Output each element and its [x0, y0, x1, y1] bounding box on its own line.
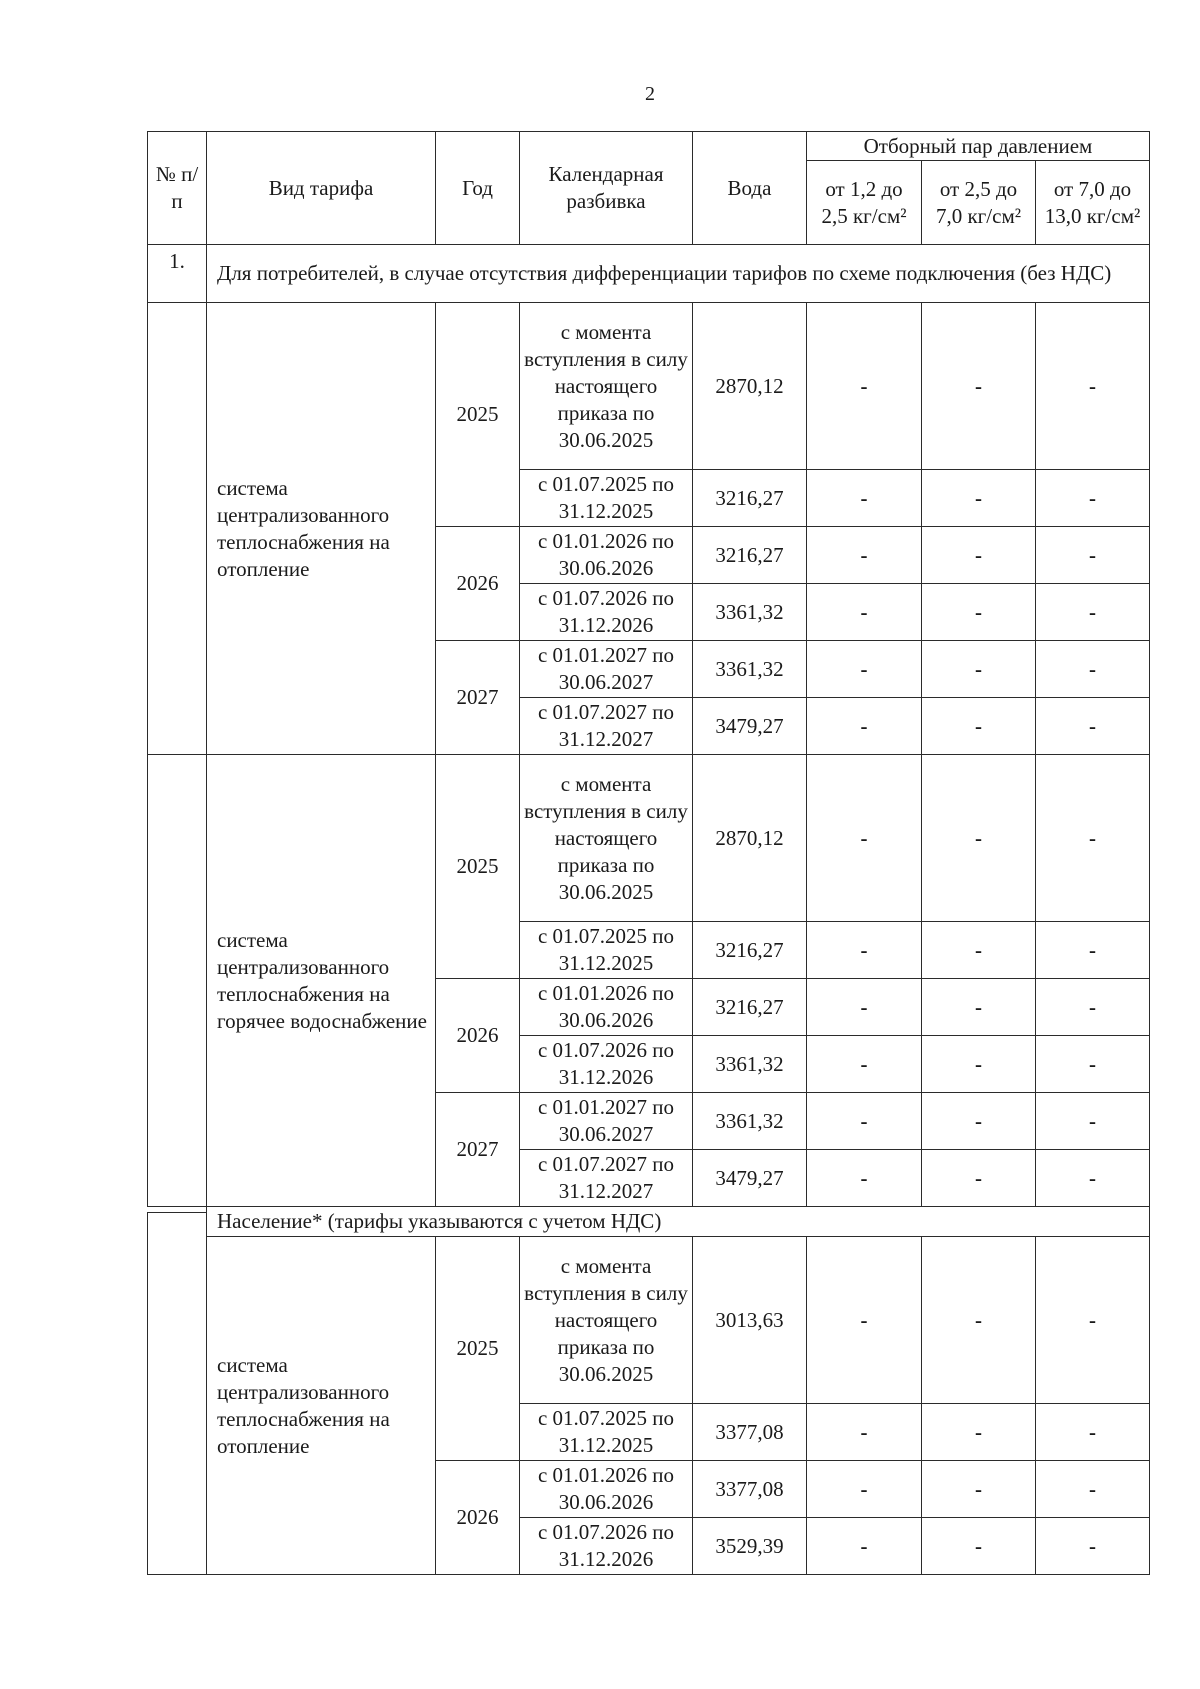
pressure-1-value-text: -: [860, 713, 868, 738]
pressure-1-value: [806, 697, 922, 755]
pressure-2-value: [921, 1403, 1036, 1461]
header-pressure-2: [921, 160, 1036, 245]
period-cell-text: с 01.07.2026 по 31.12.2026: [537, 586, 675, 637]
pressure-3-value: [1035, 978, 1150, 1036]
pressure-2-value-text: -: [975, 485, 982, 510]
pressure-3-value-text: -: [1089, 485, 1096, 510]
pressure-3-value-text: -: [1089, 1307, 1096, 1332]
pressure-1-value: [806, 754, 922, 922]
year-cell-text: 2027: [456, 685, 499, 709]
period-cell: [519, 1092, 693, 1150]
pressure-1-value: [806, 1035, 922, 1093]
water-value-text: 3361,32: [715, 656, 784, 681]
pressure-1-value: [806, 921, 922, 979]
period-cell-text: с 01.01.2026 по 30.06.2026: [537, 529, 675, 580]
header-tariff-type: [206, 131, 436, 245]
year-cell: [435, 754, 520, 979]
pressure-1-value-text: -: [860, 1165, 868, 1190]
number-cell-empty: [147, 754, 207, 1207]
pressure-2-value: [921, 1035, 1036, 1093]
pressure-2-value: [921, 697, 1036, 755]
period-cell: [519, 978, 693, 1036]
year-cell: [435, 302, 520, 527]
tariff-type-cell: [206, 1236, 436, 1575]
pressure-1-value-text: -: [860, 937, 868, 962]
pressure-1-value-text: -: [860, 1307, 868, 1332]
number-cell-empty: [147, 1212, 207, 1575]
header-water: [692, 131, 807, 245]
pressure-1-value: [806, 1460, 922, 1518]
water-value-text: 3216,27: [715, 994, 784, 1019]
period-cell: [519, 469, 693, 527]
pressure-2-value-text: -: [975, 994, 982, 1019]
pressure-2-value: [921, 1149, 1036, 1207]
pressure-2-value-text: -: [975, 825, 982, 850]
pressure-2-value: [921, 302, 1036, 470]
pressure-1-value-text: -: [860, 542, 868, 567]
water-value-text: 3361,32: [715, 599, 784, 624]
pressure-2-value: [921, 1236, 1036, 1404]
header-calendar: [519, 131, 693, 245]
header-pressure-2-text: от 2,5 до 7,0 кг/см²: [935, 176, 1022, 228]
pressure-2-value: [921, 921, 1036, 979]
pressure-1-value-text: -: [860, 656, 868, 681]
pressure-3-value: [1035, 1460, 1150, 1518]
header-year: [435, 131, 520, 245]
pressure-1-value-text: -: [860, 1108, 868, 1133]
pressure-2-value-text: -: [975, 1051, 982, 1076]
pressure-3-value-text: -: [1089, 1165, 1096, 1190]
period-cell-text: с 01.07.2025 по 31.12.2025: [537, 1406, 675, 1457]
pressure-2-value: [921, 1517, 1036, 1575]
pressure-2-value-text: -: [975, 1108, 982, 1133]
year-cell: [435, 640, 520, 755]
pressure-3-value-text: -: [1089, 542, 1096, 567]
pressure-3-value-text: -: [1089, 1476, 1096, 1501]
pressure-3-value: [1035, 302, 1150, 470]
pressure-1-value: [806, 640, 922, 698]
water-value: [692, 754, 807, 922]
pressure-3-value-text: -: [1089, 713, 1096, 738]
pressure-3-value-text: -: [1089, 1108, 1096, 1133]
water-value-text: 3013,63: [715, 1307, 784, 1332]
period-cell: [519, 697, 693, 755]
water-value-text: 2870,12: [715, 825, 784, 850]
period-cell-text: с 01.01.2027 по 30.06.2027: [537, 643, 675, 694]
section-title: [206, 244, 1150, 303]
pressure-3-value-text: -: [1089, 1051, 1096, 1076]
pressure-1-value: [806, 302, 922, 470]
pressure-3-value-text: -: [1089, 373, 1096, 398]
header-selected-steam-text: Отборный пар давлением: [863, 133, 1093, 158]
pressure-3-value: [1035, 754, 1150, 922]
water-value: [692, 640, 807, 698]
pressure-3-value: [1035, 526, 1150, 584]
pressure-3-value-text: -: [1089, 937, 1096, 962]
period-cell-text: с момента вступления в силу настоящего приказа по 30.06.2025: [524, 1253, 688, 1386]
section-number: [147, 244, 207, 303]
water-value: [692, 583, 807, 641]
water-value-text: 3377,08: [715, 1419, 784, 1444]
pressure-1-value-text: -: [860, 485, 868, 510]
header-pressure-1: [806, 160, 922, 245]
header-number: [147, 131, 207, 245]
pressure-3-value-text: -: [1089, 656, 1096, 681]
pressure-2-value: [921, 754, 1036, 922]
page-number: 2: [645, 83, 655, 105]
year-cell-text: 2027: [456, 1137, 499, 1161]
period-cell-text: с 01.07.2026 по 31.12.2026: [537, 1520, 675, 1571]
period-cell-text: с 01.07.2027 по 31.12.2027: [537, 1152, 675, 1203]
period-cell-text: с 01.07.2025 по 31.12.2025: [537, 472, 675, 523]
water-value: [692, 1149, 807, 1207]
pressure-3-value: [1035, 1517, 1150, 1575]
header-water-text: Вода: [727, 175, 772, 200]
pressure-2-value: [921, 1092, 1036, 1150]
pressure-3-value: [1035, 1236, 1150, 1404]
pressure-2-value-text: -: [975, 1165, 982, 1190]
period-cell-text: с 01.07.2027 по 31.12.2027: [537, 700, 675, 751]
period-cell: [519, 1403, 693, 1461]
year-cell-text: 2026: [456, 1023, 499, 1047]
pressure-2-value-text: -: [975, 1419, 982, 1444]
pressure-3-value: [1035, 697, 1150, 755]
pressure-3-value-text: -: [1089, 825, 1096, 850]
period-cell: [519, 1517, 693, 1575]
pressure-1-value-text: -: [860, 1419, 868, 1444]
water-value: [692, 526, 807, 584]
year-cell: [435, 1236, 520, 1461]
pressure-1-value-text: -: [860, 994, 868, 1019]
pressure-1-value-text: -: [860, 825, 868, 850]
period-cell: [519, 1460, 693, 1518]
period-cell: [519, 1149, 693, 1207]
section-number-text: 1.: [169, 249, 185, 273]
pressure-3-value-text: -: [1089, 599, 1096, 624]
water-value-text: 3529,39: [715, 1533, 784, 1558]
year-cell-text: 2026: [456, 571, 499, 595]
water-value-text: 3361,32: [715, 1051, 784, 1076]
header-calendar-text: Календарная разбивка: [548, 162, 664, 213]
pressure-1-value: [806, 978, 922, 1036]
pressure-1-value: [806, 526, 922, 584]
pressure-1-value: [806, 1236, 922, 1404]
pressure-3-value: [1035, 583, 1150, 641]
pressure-2-value: [921, 469, 1036, 527]
pressure-3-value: [1035, 469, 1150, 527]
tariff-type-cell: [206, 302, 436, 755]
tariff-type-cell-text: система централизованного теплоснабжения на горячее водоснабжение: [217, 927, 427, 1033]
period-cell: [519, 1236, 693, 1404]
water-value-text: 3216,27: [715, 542, 784, 567]
pressure-1-value-text: -: [860, 1051, 868, 1076]
period-cell-text: с 01.01.2026 по 30.06.2026: [537, 1463, 675, 1514]
water-value: [692, 469, 807, 527]
tariff-type-cell-text: система централизованного теплоснабжения на отопление: [217, 475, 390, 581]
period-cell: [519, 1035, 693, 1093]
pressure-1-value: [806, 1092, 922, 1150]
pressure-2-value: [921, 526, 1036, 584]
period-cell-text: с 01.01.2026 по 30.06.2026: [537, 981, 675, 1032]
header-year-text: Год: [462, 175, 493, 200]
pressure-2-value-text: -: [975, 713, 982, 738]
header-pressure-3-text: от 7,0 до 13,0 кг/см²: [1044, 176, 1141, 228]
pressure-2-value: [921, 1460, 1036, 1518]
pressure-3-value-text: -: [1089, 1533, 1096, 1558]
water-value: [692, 1403, 807, 1461]
pressure-1-value: [806, 469, 922, 527]
pressure-2-value-text: -: [975, 1533, 982, 1558]
water-value: [692, 978, 807, 1036]
year-cell-text: 2025: [456, 1336, 499, 1360]
section-title-text: Для потребителей, в случае отсутствия дифференциации тарифов по схеме подключения (без НДС): [217, 261, 1112, 285]
pressure-2-value: [921, 978, 1036, 1036]
period-cell-text: с 01.07.2026 по 31.12.2026: [537, 1038, 675, 1089]
pressure-1-value-text: -: [860, 1533, 868, 1558]
period-cell-text: с 01.01.2027 по 30.06.2027: [537, 1095, 675, 1146]
pressure-3-value: [1035, 1403, 1150, 1461]
water-value: [692, 1460, 807, 1518]
header-tariff-type-text: Вид тарифа: [268, 175, 374, 200]
pressure-2-value-text: -: [975, 937, 982, 962]
pressure-3-value: [1035, 1092, 1150, 1150]
pressure-3-value-text: -: [1089, 1419, 1096, 1444]
water-value-text: 3361,32: [715, 1108, 784, 1133]
pressure-2-value-text: -: [975, 542, 982, 567]
pressure-1-value-text: -: [860, 599, 868, 624]
pressure-3-value: [1035, 1149, 1150, 1207]
period-cell: [519, 754, 693, 922]
period-cell-text: с момента вступления в силу настоящего приказа по 30.06.2025: [524, 319, 688, 452]
pressure-2-value-text: -: [975, 1307, 982, 1332]
header-selected-steam: [806, 131, 1150, 161]
water-value-text: 3216,27: [715, 937, 784, 962]
pressure-1-value-text: -: [860, 373, 868, 398]
pressure-2-value: [921, 640, 1036, 698]
pressure-3-value: [1035, 640, 1150, 698]
pressure-1-value: [806, 1517, 922, 1575]
water-value: [692, 921, 807, 979]
water-value: [692, 1092, 807, 1150]
water-value-text: 3479,27: [715, 713, 784, 738]
water-value-text: 2870,12: [715, 373, 784, 398]
year-cell: [435, 1460, 520, 1575]
pressure-3-value: [1035, 1035, 1150, 1093]
tariff-type-cell: [206, 754, 436, 1207]
header-number-text: № п/п: [155, 162, 199, 213]
pressure-1-value: [806, 1149, 922, 1207]
period-cell-text: с момента вступления в силу настоящего приказа по 30.06.2025: [524, 771, 688, 904]
pressure-2-value: [921, 583, 1036, 641]
pressure-3-value-text: -: [1089, 994, 1096, 1019]
water-value: [692, 1035, 807, 1093]
population-title: [206, 1206, 1150, 1237]
year-cell: [435, 978, 520, 1093]
pressure-2-value-text: -: [975, 373, 982, 398]
period-cell: [519, 302, 693, 470]
pressure-1-value: [806, 583, 922, 641]
year-cell: [435, 526, 520, 641]
year-cell-text: 2026: [456, 1505, 499, 1529]
water-value: [692, 697, 807, 755]
population-title-text: Население* (тарифы указываются с учетом НДС): [217, 1209, 662, 1233]
water-value-text: 3377,08: [715, 1476, 784, 1501]
water-value-text: 3479,27: [715, 1165, 784, 1190]
header-pressure-1-text: от 1,2 до 2,5 кг/см²: [821, 176, 907, 228]
year-cell: [435, 1092, 520, 1207]
pressure-3-value: [1035, 921, 1150, 979]
water-value: [692, 302, 807, 470]
period-cell: [519, 526, 693, 584]
pressure-2-value-text: -: [975, 1476, 982, 1501]
tariff-type-cell-text: система централизованного теплоснабжения на отопление: [217, 1352, 390, 1458]
pressure-2-value-text: -: [975, 656, 982, 681]
period-cell: [519, 583, 693, 641]
pressure-1-value-text: -: [860, 1476, 868, 1501]
period-cell: [519, 640, 693, 698]
period-cell: [519, 921, 693, 979]
header-pressure-3: [1035, 160, 1150, 245]
number-cell-empty: [147, 302, 207, 755]
water-value: [692, 1236, 807, 1404]
pressure-1-value: [806, 1403, 922, 1461]
water-value: [692, 1517, 807, 1575]
period-cell-text: с 01.07.2025 по 31.12.2025: [537, 924, 675, 975]
water-value-text: 3216,27: [715, 485, 784, 510]
year-cell-text: 2025: [456, 402, 499, 426]
pressure-2-value-text: -: [975, 599, 982, 624]
year-cell-text: 2025: [456, 854, 499, 878]
